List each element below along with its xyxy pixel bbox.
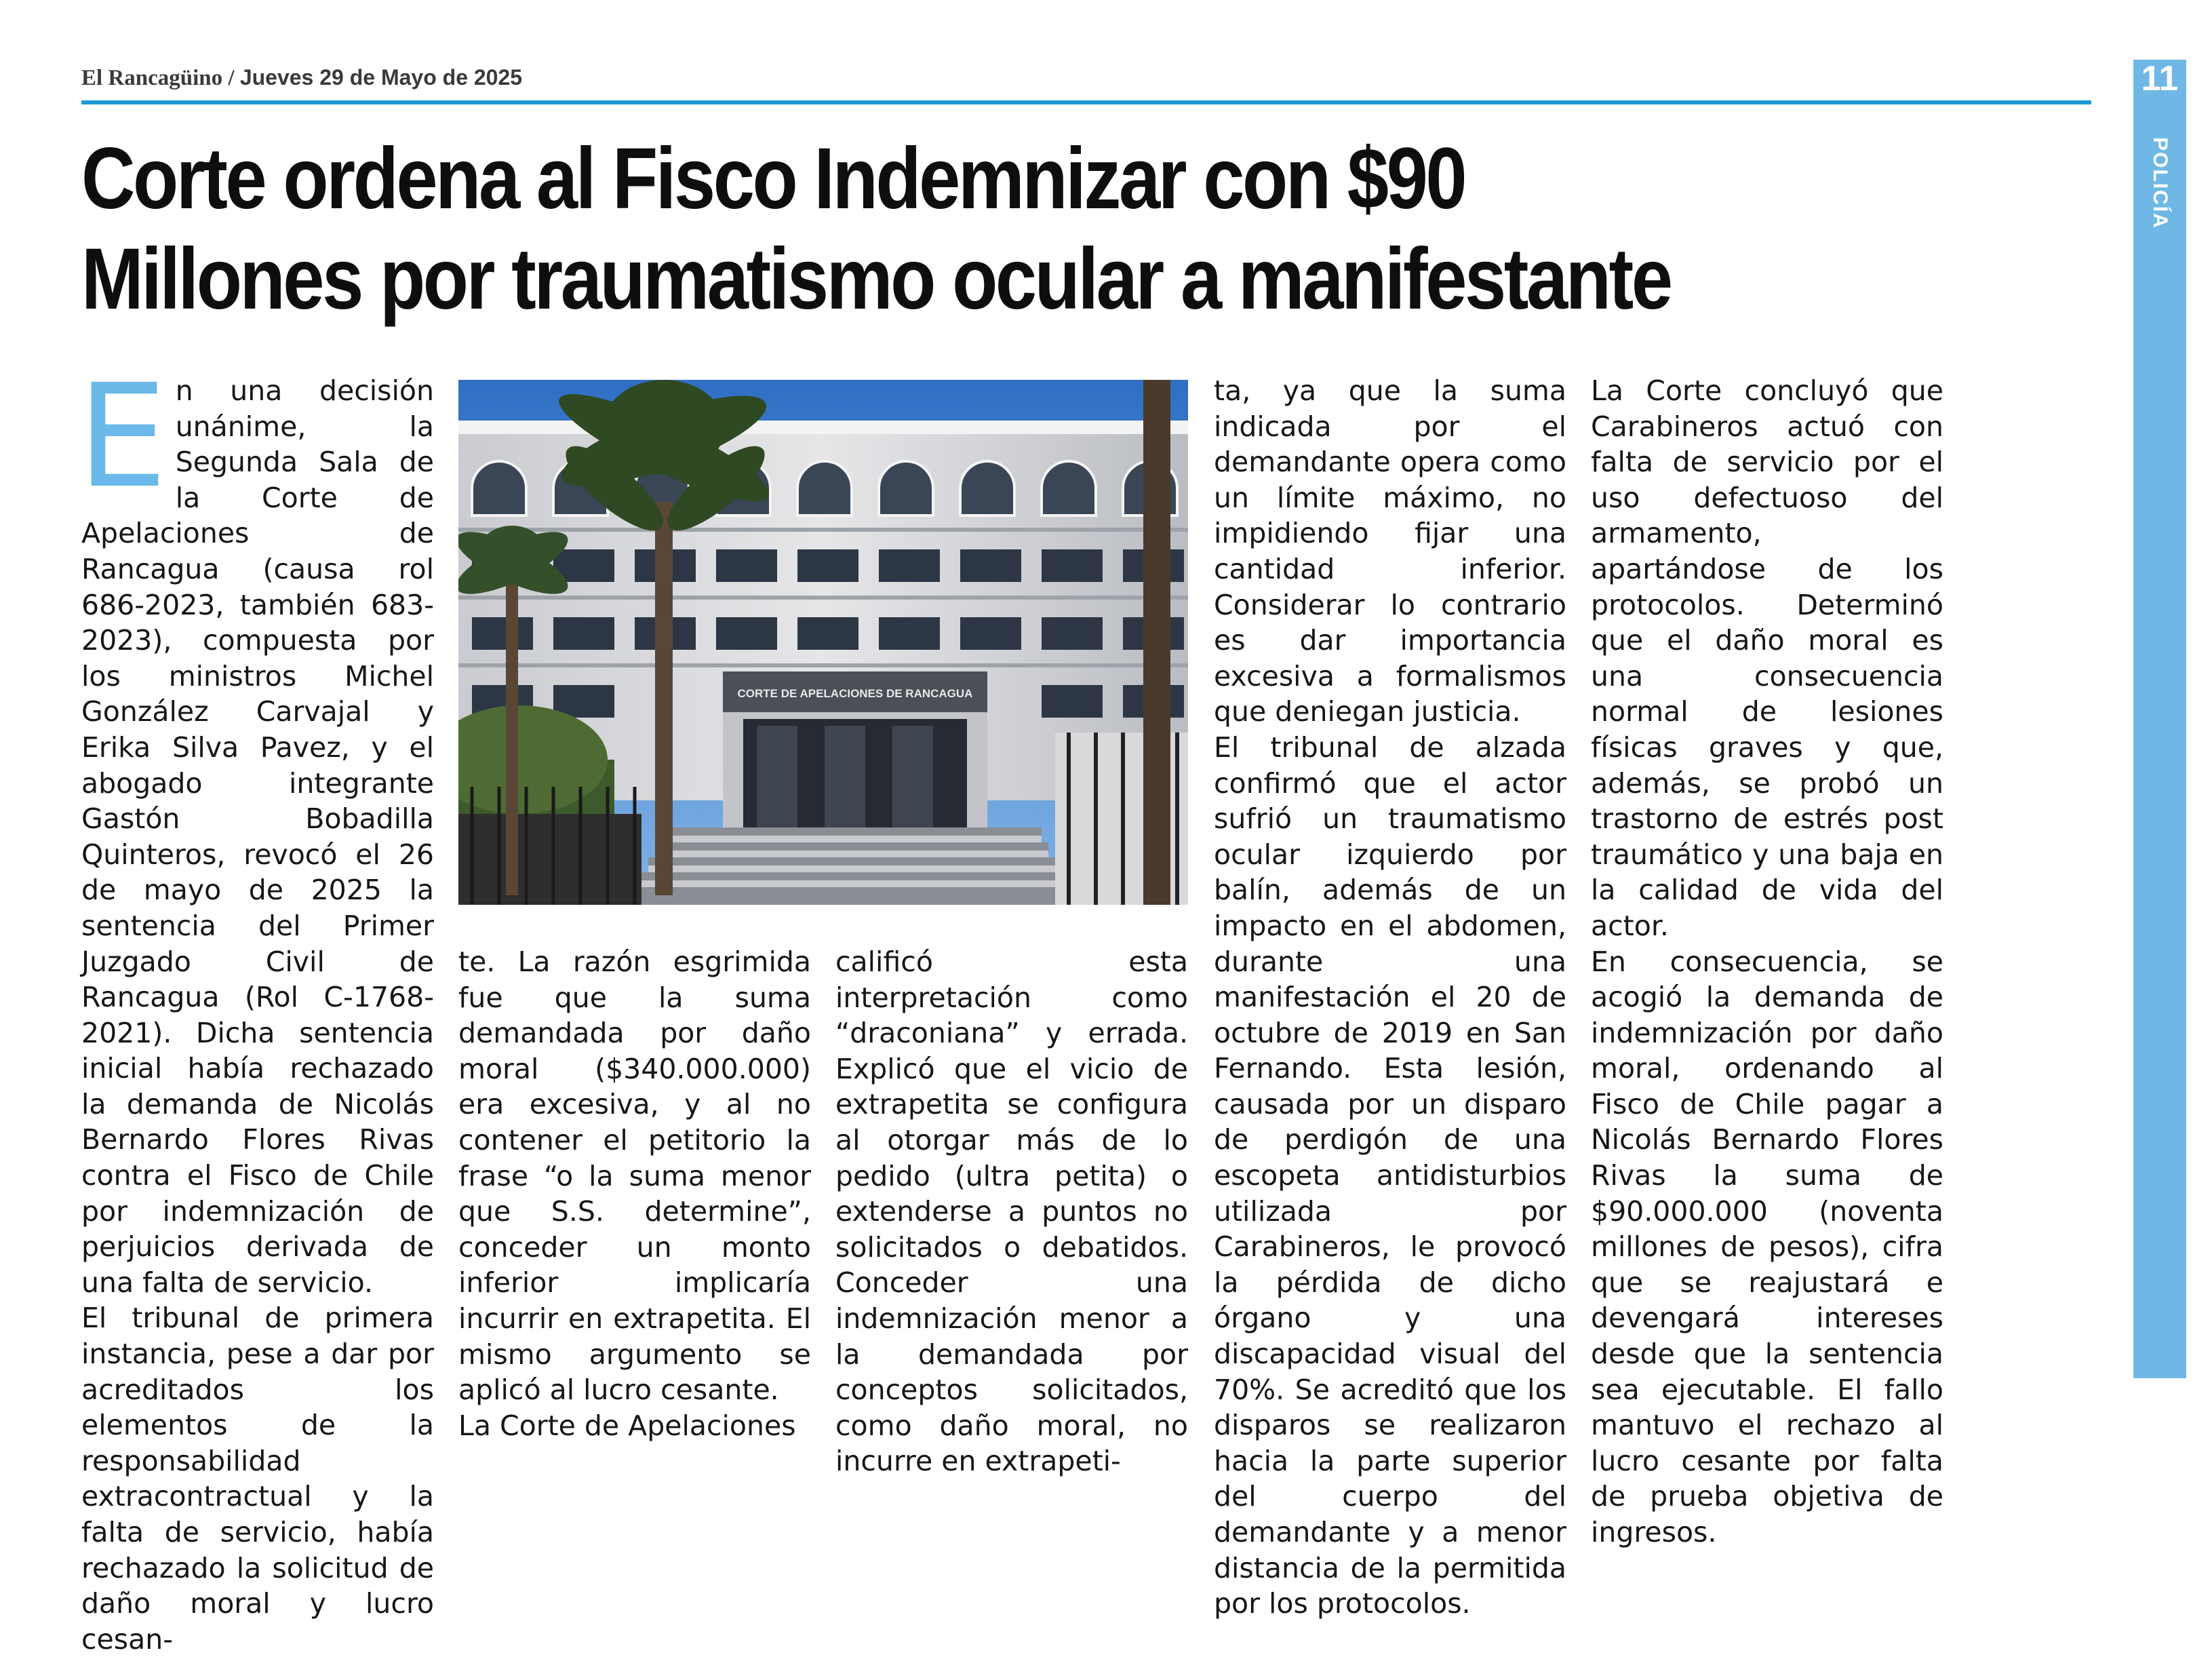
article-column-2 xyxy=(458,944,811,1443)
paragraph: La Corte concluyó que Carabineros actuó con falta de servicio por el uso defectuoso del armamento, apartándose de los protocolos. Determinó que el daño moral es una consecuencia normal de lesiones físicas graves y que, además, se probó un trastorno de estrés post traumático y una baja en la calidad de vida del actor. xyxy=(1591,374,1943,942)
article-column-4 xyxy=(1214,373,1566,1622)
article-column-5 xyxy=(1591,373,1943,1551)
paragraph: La Corte de Apelaciones xyxy=(458,1409,796,1442)
header-separator: / xyxy=(228,66,235,90)
paragraph: te. La razón esgrimida fue que la suma demandada por daño moral ($340.000.000) era excesiva, y al no contener el petitorio la frase “o la suma menor que S.S. determine”, conceder un monto inferior implicaría incurrir en extrapetita. El mismo argumento se aplicó al lucro cesante. xyxy=(458,946,811,1407)
publication-name: El Rancagüino xyxy=(81,66,223,90)
masthead xyxy=(81,65,522,91)
article-column-1 xyxy=(77,353,434,1657)
paragraph: El tribunal de alzada confirmó que el actor sufrió un traumatismo ocular izquierdo por balín, además de un impacto en el abdomen, durante una manifestación el 20 de octubre de 2019 en San Fernando. Esta lesión, causada por un disparo de perdigón de una escopeta antidisturbios utilizada por Carabineros, le provocó la pérdida de dicho órgano y una discapacidad visual del 70%. Se acreditó que los disparos se realizaron hacia la parte superior del cuerpo del demandante y a menor distancia de la permitida por los protocolos. xyxy=(1214,730,1566,1620)
section-label: POLICÍA xyxy=(2149,137,2171,229)
header-rule xyxy=(81,100,2091,104)
drop-cap: E xyxy=(77,353,167,520)
article-column-3 xyxy=(835,944,1188,1479)
paragraph: El tribunal de primera instancia, pese a dar por acreditados los elementos de la responsabilidad extracontractual y la falta de servicio, había rechazado la solicitud de daño moral y lucro cesan- xyxy=(81,1302,434,1656)
court-building-photo xyxy=(458,380,1188,905)
section-band xyxy=(2133,60,2186,1378)
headline xyxy=(81,129,1808,330)
building-sign-text: CORTE DE APELACIONES DE RANCAGUA xyxy=(737,687,973,700)
headline-line-2: Millones por traumatismo ocular a manifestante xyxy=(81,231,1671,328)
page-number: 11 xyxy=(2141,59,2179,98)
paragraph: calificó esta interpretación como “draconiana” y errada. Explicó que el vicio de extrapetita se configura al otorgar más de lo pedido (ultra petita) o extenderse a puntos no solicitados o debatidos. Conceder una indemnización menor a la demandada por conceptos solicitados, como daño moral, no incurre en extrapeti- xyxy=(835,946,1188,1478)
paragraph: ta, ya que la suma indicada por el demandante opera como un límite máximo, no impidiendo fijar una cantidad inferior. Considerar lo contrario es dar importancia excesiva a formalismos que deniegan justicia. xyxy=(1214,374,1566,728)
paragraph: En consecuencia, se acogió la demanda de indemnización por daño moral, ordenando al Fisco de Chile pagar a Nicolás Bernardo Flores Rivas la suma de $90.000.000 (noventa millones de pesos), cifra que se reajustará e devengará intereses desde que la sentencia sea ejecutable. El fallo mantuvo el rechazo al lucro cesante por falta de prueba objetiva de ingresos. xyxy=(1591,945,1943,1548)
publication-date: Jueves 29 de Mayo de 2025 xyxy=(239,65,523,90)
paragraph: n una decisión unánime, la Segunda Sala de la Corte de Apelaciones de Rancagua (causa rol 686-2023, también 683-2023), compuesta por los ministros Michel González Carvajal y Erika Silva Pavez, y el abogado integrante Gastón Bobadilla Quinteros, revocó el 26 de mayo de 2025 la sentencia del Primer Juzgado Civil de Rancagua (Rol C-1768-2021). Dicha sentencia inicial había rechazado la demanda de Nicolás Bernardo Flores Rivas contra el Fisco de Chile por indemnización de perjuicios derivada de una falta de servicio. xyxy=(81,374,434,1299)
headline-line-1: Corte ordena al Fisco Indemnizar con $90 xyxy=(81,130,1465,227)
